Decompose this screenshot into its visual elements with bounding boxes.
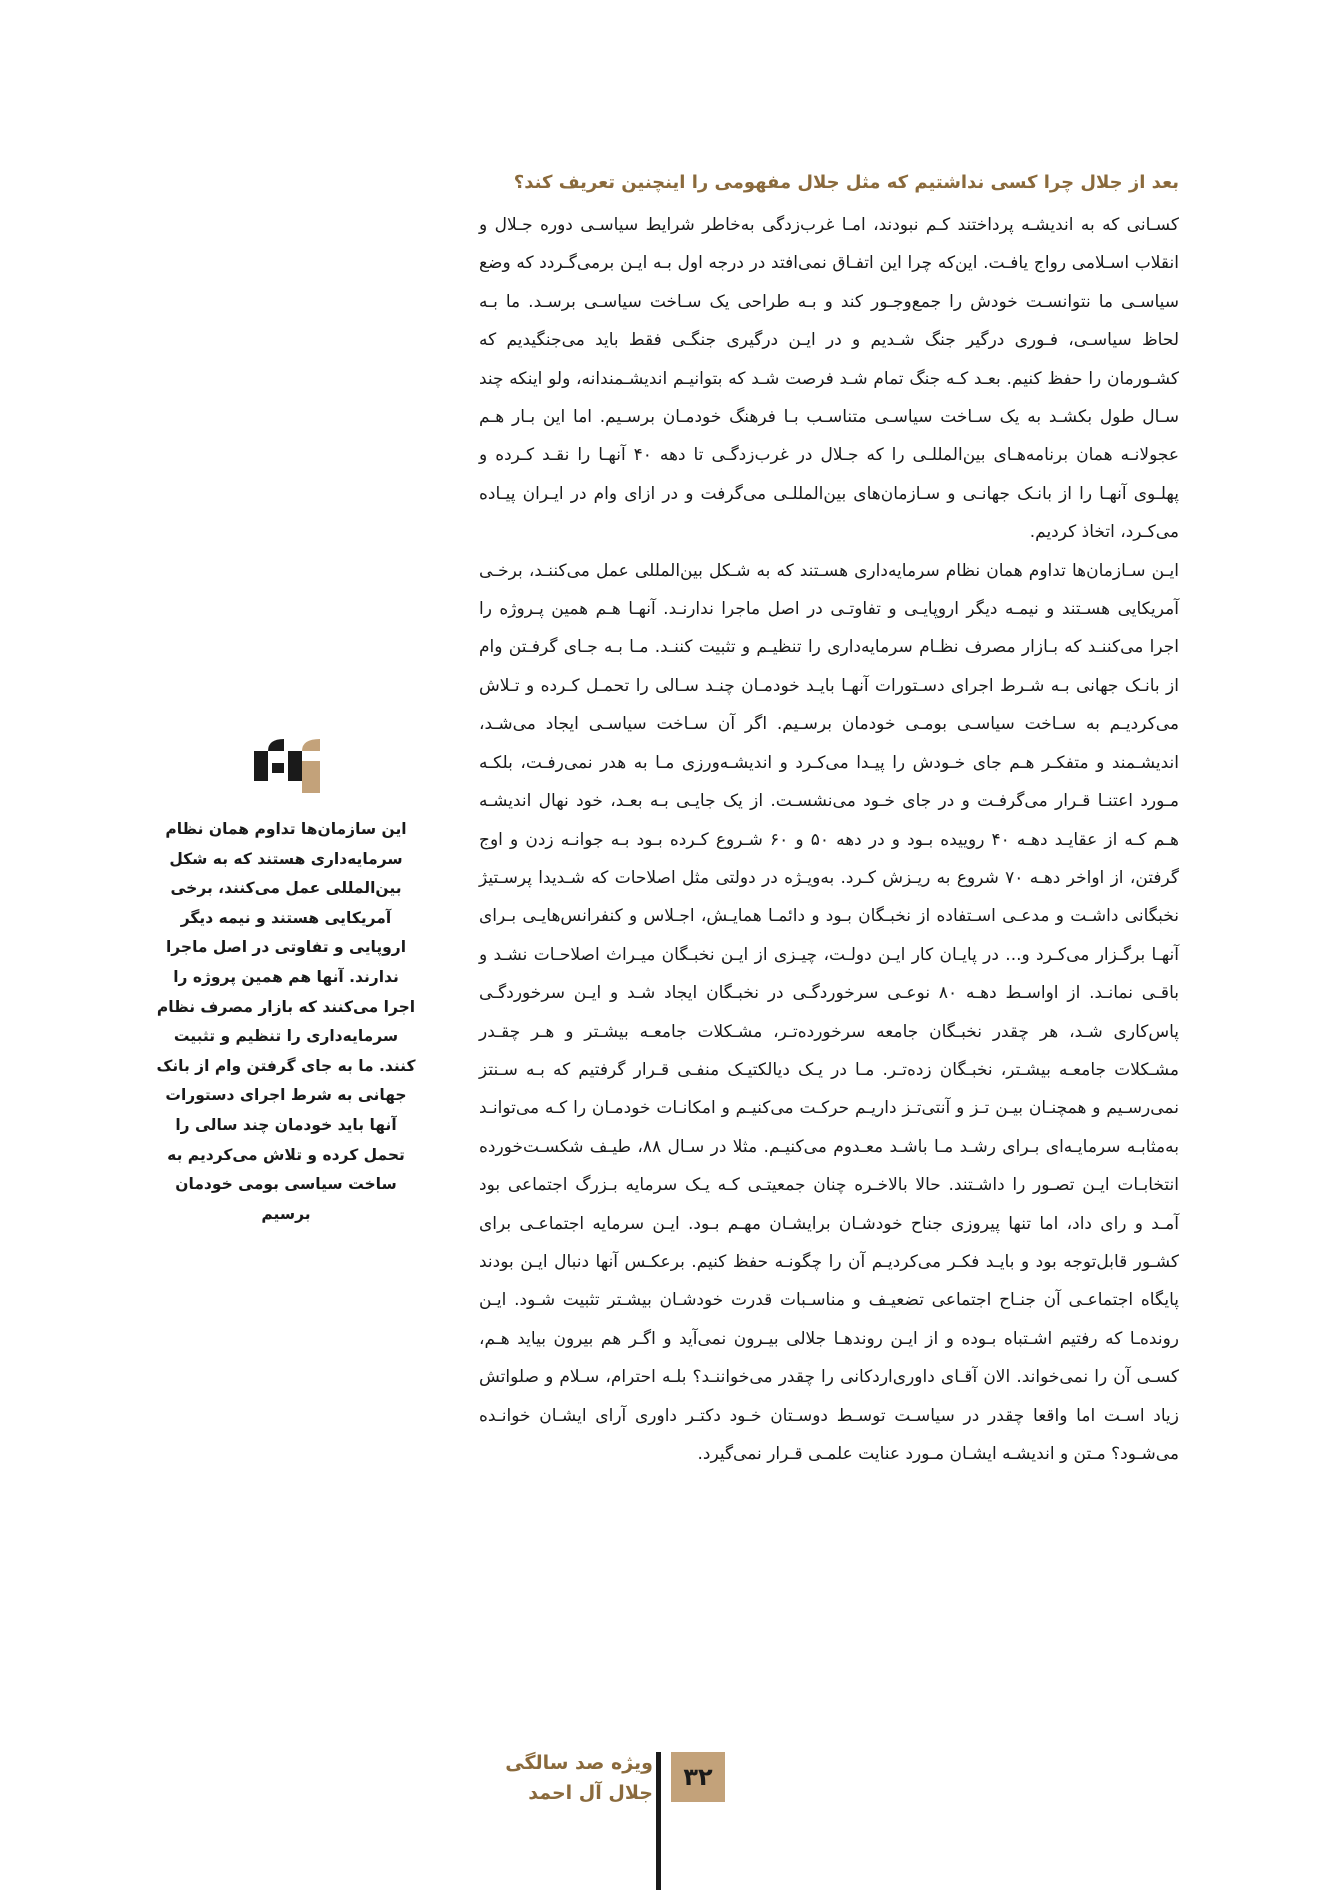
page-footer xyxy=(505,1752,725,1890)
article-heading: بعد از جلال چرا کسی نداشتیم که مثل جلال مفهومی را اینچنین تعریف کند؟ xyxy=(513,172,1179,193)
article-paragraph: ایـن سـازمان‌ها تداوم همان نظام سرمایه‌داری هسـتند که به شـکل بین‌المللی عمل می‌کننـد، برخـی آمریکایی هسـتند و نیمـه دیگر اروپایـی و تفاوتـی در اصل ماجرا ندارنـد. آنهـا هـم همین پـروژه را اجرا می‌کننـد که بـازار مصرف نظـام سرمایه‌داری را تنظیـم و تثبیت کننـد. مـا بـه جـای گرفـتن وام از بانـک جهانی بـه شـرط اجرای دسـتورات آنهـا بایـد خودمـان چنـد سـالی را تحمـل کـرده و تـلاش می‌کردیـم به سـاخت سیاسـی بومـی خودمان برسـیم. اگر آن سـاخت سیاسـی ایجاد می‌شـد، اندیشـمند و متفکـر هـم جای خـودش را پیـدا می‌کـرد و اندیشـه‌ورزی مـا به هدر نمی‌رفـت، بلکـه مـورد اعتنـا قـرار می‌گرفـت و در جای خـود می‌نشسـت. از یک جایـی بـه بعـد، خود نهال اندیشـه هـم کـه از عقایـد دهـه ۴۰ روییده بـود و در دهه ۵۰ و ۶۰ شـروع کـرده بـود بـه جوانـه زدن و اوج گرفتن، از اواخر دهـه ۷۰ شروع به ریـزش کـرد. به‌ویـژه در دولتی مثل اصلاحات که شـدیدا پرسـتیژ نخبگانی داشـت و مدعـی اسـتفاده از نخبـگان بـود و دائمـا همایـش، اجـلاس و کنفرانس‌هایـی بـرای آنهـا برگـزار می‌کـرد و... در پایـان کار ایـن دولـت، چیـزی از ایـن نخبـگان میـراث اصلاحـات نشـد و باقـی نمانـد. از اواسـط دهـه ۸۰ نوعـی سرخوردگـی در نخبـگان ایجاد شـد و ایـن سرخوردگـی پاس‌کاری شـد، هر چقدر نخبـگان جامعه سرخورده‌تـر، مشـکلات جامعـه بیشـتر و هـر چقـدر مشـکلات جامعـه بیشـتر، نخبـگان زده‌تـر. مـا در یـک دیالکتیـک منفـی قـرار گرفتیم که بـه سـنتز نمی‌رسـیم و همچنـان بیـن تـز و آنتی‌تـز داریـم حرکـت می‌کنیـم و امکانـات خودمـان را کـه می‌توانـد به‌مثابـه سرمایـه‌ای بـرای رشـد مـا باشـد معـدوم می‌کنیـم. مثلا در سـال ۸۸، طیـف شکسـت‌خورده انتخابـات ایـن تصـور را داشـتند. حالا بالاخـره چنان جمعیتـی کـه یـک سرمایه بـزرگ اجتماعی بود آمـد و رای داد، اما تنها پیروزی جناح خودشـان برایشـان مهـم بـود. ایـن سرمایه اجتماعـی برای کشـور قابل‌توجه بود و بایـد فکـر می‌کردیـم آن را چگونـه حفظ کنیم. برعکـس آنها دنبال ایـن بودند پایگاه اجتماعـی آن جنـاح اجتماعی تضعیـف و مناسـبات قدرت خودشـان بیشـتر تثبیت شـود. ایـن رونده‌ـا که رفتیم اشـتباه بـوده و از ایـن روندهـا جلالی بیـرون نمی‌آید و اگـر هم بیرون بیاید هـم، کسـی آن را نمی‌خواند. الان آقـای داوری‌اردکانی را چقدر می‌خواننـد؟ بلـه احترام، سـلام و صلواتش زیاد اسـت اما واقعا چقدر در سیاسـت توسـط دوسـتان خـود دکتـر داوری آرای ایشـان خوانـده می‌شـود؟ مـتن و اندیشـه ایشـان مـورد عنایت علمـی قـرار نمی‌گیرد. xyxy=(479,560,1179,1464)
article-paragraph: کسـانی که به اندیشـه پرداختند کـم نبودند، امـا غرب‌زدگی به‌خاطر شرایط سیاسـی دوره جـلال و انقلاب اسـلامی رواج یافـت. این‌که چرا این اتفـاق نمی‌افتد در درجه اول بـه ایـن برمی‌گـردد که وضع سیاسـی ما نتوانسـت خودش را جمع‌وجـور کند و بـه طراحی یک سـاخت سیاسـی برسـد. ما بـه لحاظ سیاسـی، فـوری درگیر جنگ شـدیم و در ایـن درگیری جنگـی فقط باید می‌جنگیدیم که کشـورمان را حفظ کنیم. بعـد کـه جنگ تمام شـد فرصت شـد که بتوانیـم اندیشـمندانه، ولو اینکه چند سـال طول بکشـد به یک سـاخت سیاسـی متناسـب بـا فرهنگ خودمـان برسـیم. اما این بـار هـم عجولانـه همان برنامه‌هـای بین‌المللـی را که جـلال در غرب‌زدگـی تا دهه ۴۰ آنهـا را نقـد کـرده و پهلـوی آنهـا را از بانـک جهانـی و سـازمان‌های بین‌المللـی می‌گرفت و در ازای وام در ایـران پیـاده می‌کـرد، اتخاذ کردیم. xyxy=(479,215,1179,543)
pull-quote: این سازمان‌ها تداوم همان نظام سرمایه‌داری هستند که به شکل بین‌المللی عمل می‌کنند، برخی آمریکایی هستند و نیمه دیگر اروپایی و تفاوتی در اصل ماجرا ندارند. آنها هم همین پروژه را اجرا می‌کنند که بازار مصرف نظام سرمایه‌داری را تنظیم و تثبیت کنند. ما به جای گرفتن وام از بانک جهانی به شرط اجرای دستورات آنها باید خودمان چند سالی را تحمل کرده و تلاش می‌کردیم به ساخت سیاسی بومی خودمان برسیم xyxy=(156,820,416,1223)
footer-subtitle: جلال آل احمد xyxy=(528,1782,653,1804)
quote-mark-icon xyxy=(254,737,324,795)
footer-title: ویژه صد سالگی xyxy=(505,1752,653,1774)
footer-divider xyxy=(656,1752,661,1890)
page-number: ۳۲ xyxy=(671,1752,725,1802)
article-body xyxy=(479,168,1179,1473)
